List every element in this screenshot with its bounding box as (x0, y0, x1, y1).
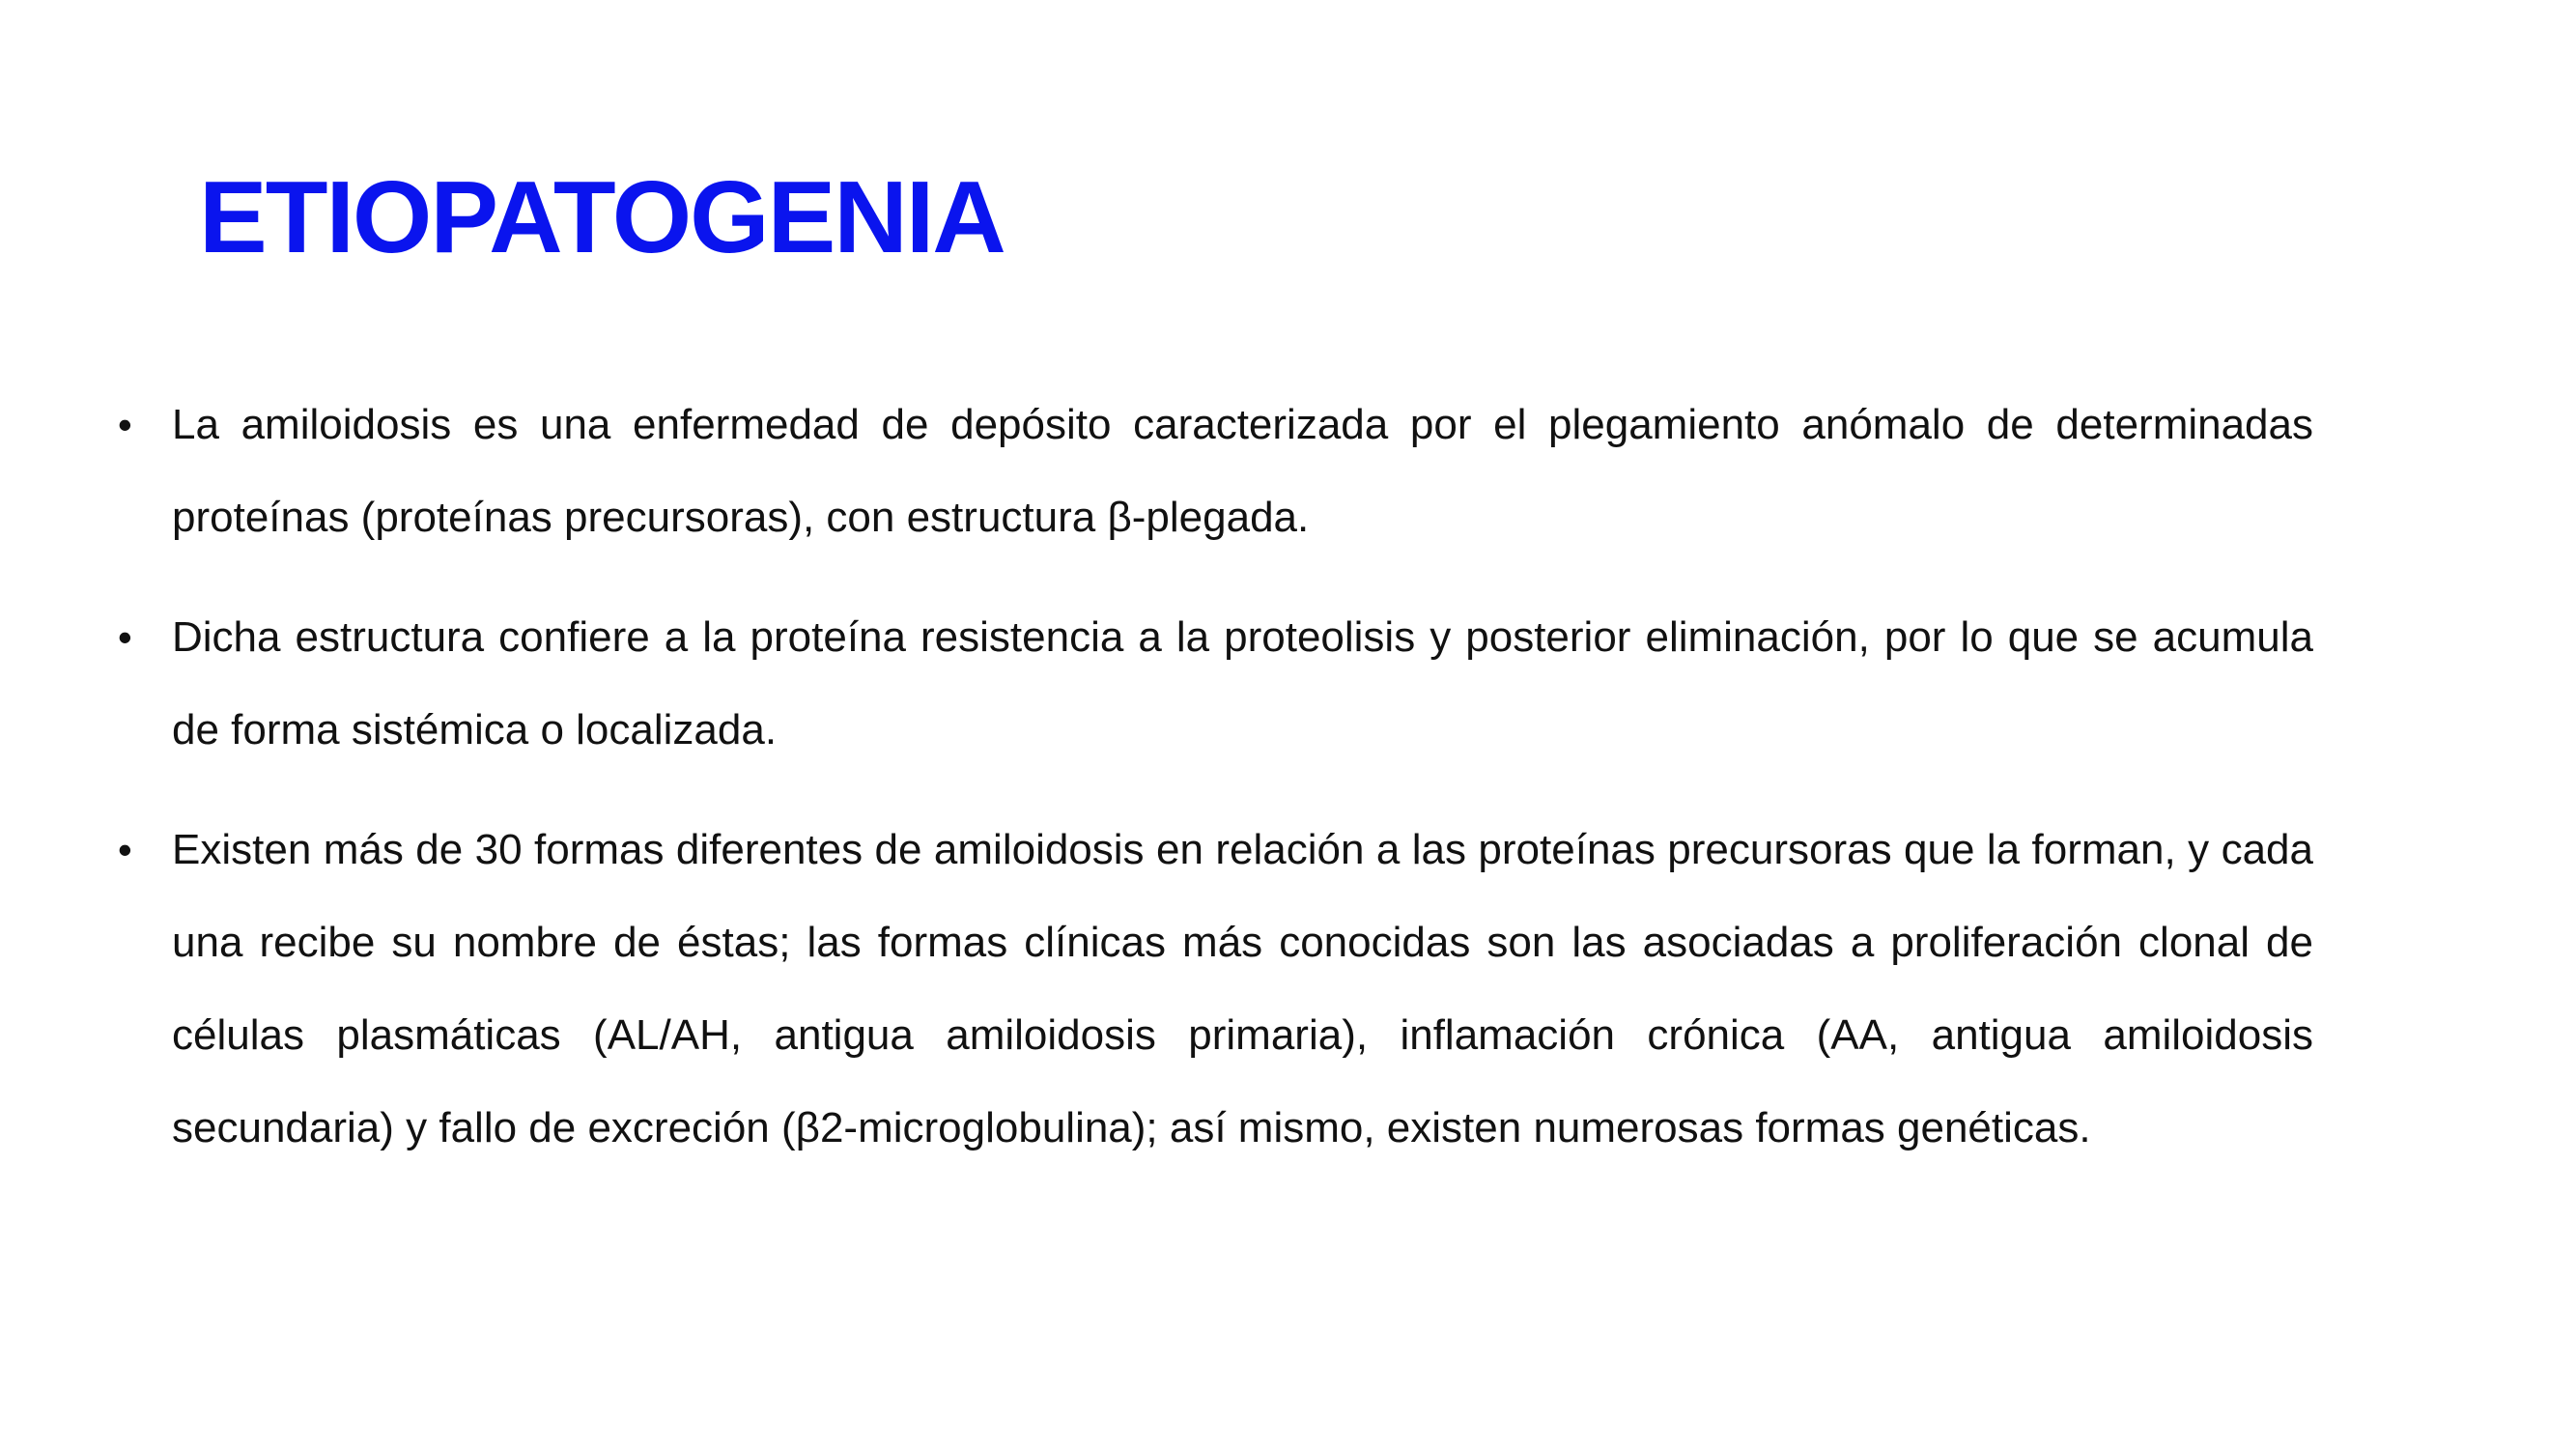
bullet-list (116, 379, 2313, 1202)
bullet-text: Existen más de 30 formas diferentes de amiloidosis en relación a las proteínas precursoras que la forman, y cada una recibe su nombre de éstas; las formas clínicas más conocidas son las asociadas a proliferación clonal de células plasmáticas (AL/AH, antigua amiloidosis primaria), inflamación crónica (AA, antigua amiloidosis secundaria) y fallo de excreción (β2-microglobulina); así mismo, existen numerosas formas genéticas. (172, 826, 2313, 1151)
bullet-icon: • (118, 402, 132, 447)
bullet-item (116, 591, 2313, 777)
slide-title: ETIOPATOGENIA (199, 160, 1005, 274)
bullet-icon: • (118, 827, 132, 872)
bullet-item (116, 379, 2313, 564)
bullet-text: Dicha estructura confiere a la proteína resistencia a la proteolisis y posterior eliminación, por lo que se acumula de forma sistémica o localizada. (172, 613, 2313, 753)
bullet-icon: • (118, 614, 132, 660)
bullet-item (116, 804, 2313, 1175)
bullet-text: La amiloidosis es una enfermedad de depósito caracterizada por el plegamiento anómalo de determinadas proteínas (proteínas precursoras), con estructura β-plegada. (172, 401, 2313, 541)
